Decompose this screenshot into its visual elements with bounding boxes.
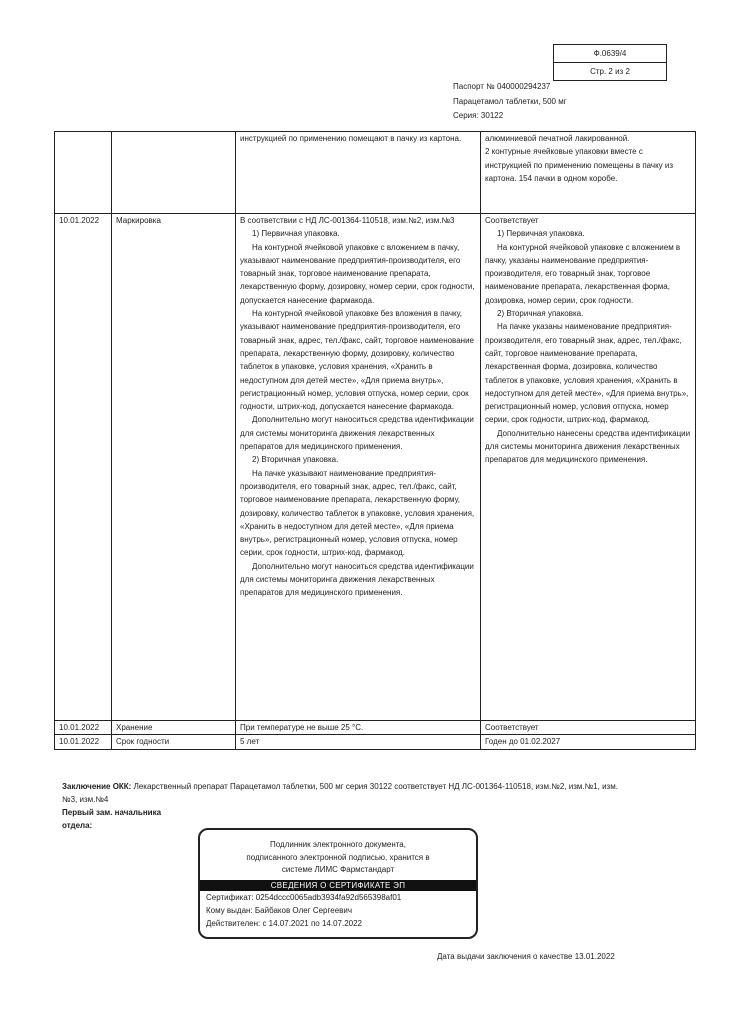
certificate-owner: Кому выдан: Байбаков Олег Сергеевич bbox=[206, 905, 353, 915]
marking-result: Соответствует 1) Первичная упаковка. На контурной ячейковой упаковке с вложением в пачку, указаны наименование предприятия-производителя, его товарный знак, торговое наименование препарата, лекарственная форма, дозировка, номер серии, срок годности. 2) Вторичная упаковка. На пачке указаны наименование предприятия-производителя, его товарный знак, адрес, тел./факс, сайт, торговое наименование препарата, лекарственная форма, дозировка, количество таблеток в упаковке, условия хранения, «Хранить в недоступном для детей месте», «Для приема внутрь», регистрационный номер, условия отпуска, номер серии, срок годности, штрих-код, фармакод. Дополнительно нанесены средства идентификации для системы мониторинга движения лекарственных препаратов для медицинского применения. bbox=[481, 214, 696, 721]
marking-requirement: В соответствии с НД ЛС-001364-110518, изм.№2, изм.№3 1) Первичная упаковка. На контурной ячейковой упаковке с вложением в пачку, указывают наименование предприятия-производителя, его товарный знак, торговое наименование препарата, лекарственную форму, дозировку, номер серии, срок годности, допускается нанесение фармакода. На контурной ячейковой упаковке без вложения в пачку, указывают наименование предприятия-производителя, его товарный знак, адрес, тел./факс, сайт, торговое наименование препарата, лекарственную форму, дозировку, количество таблеток в упаковке, условия хранения, «Хранить в недоступном для детей месте», «Для приема внутрь», регистрационный номер, условия отпуска, номер серии, срок годности, штрих-код, допускается нанесение фармакода. Дополнительно могут наноситься средства идентификации для системы мониторинга движения лекарственных препаратов для медицинского применения. 2) Вторичная упаковка. На пачке указывают наименование предприятия-производителя, его товарный знак, адрес, тел./факс, сайт, торговое наименование препарата, лекарственную форму, дозировку, количество таблеток в упаковке, условия хранения, «Хранить в недоступном для детей месте», «Для приема внутрь», регистрационный номер, условия отпуска, номер серии, срок годности, штрих-код, фармакод. Дополнительно могут наноситься средства идентификации для системы мониторинга движения лекарственных препаратов для медицинского применения. bbox=[236, 214, 481, 721]
conclusion-text: Лекарственный препарат Парацетамол таблетки, 500 мг серия 30122 соответствует НД ЛС-001364-110518, изм.№2, изм.№1, изм.№3, изм.№4 bbox=[62, 782, 618, 804]
stamp-line: Подлинник электронного документа, bbox=[270, 840, 406, 849]
form-number-box bbox=[553, 44, 667, 81]
passport-number: Паспорт № 040000294237 bbox=[453, 82, 551, 91]
stamp-line: системе ЛИМС Фармстандарт bbox=[281, 865, 395, 874]
continued-result: алюминиевой печатной лакированной. bbox=[485, 134, 630, 143]
electronic-signature-stamp bbox=[198, 828, 478, 939]
signer-title: Первый зам. начальника bbox=[62, 808, 162, 817]
table-row bbox=[55, 214, 696, 721]
stamp-line: подписанного электронной подписью, хранится в bbox=[246, 852, 430, 862]
storage-indicator: Хранение bbox=[112, 721, 236, 735]
signer-dept: отдела: bbox=[62, 821, 93, 830]
table-row bbox=[55, 132, 696, 214]
table-row bbox=[55, 721, 696, 735]
passport-block bbox=[453, 80, 567, 124]
shelf-life-date: 10.01.2022 bbox=[55, 735, 112, 749]
certificate-id: Сертификат: 0254dccc0065adb3934fa92d565398af01 bbox=[206, 892, 402, 902]
certificate-header: СВЕДЕНИЯ О СЕРТИФИКАТЕ ЭП bbox=[200, 880, 476, 891]
continued-requirement: инструкцией по применению помещают в пачку из картона. bbox=[240, 134, 462, 143]
marking-indicator: Маркировка bbox=[112, 214, 236, 721]
storage-requirement: При температуре не выше 25 °С. bbox=[236, 721, 481, 735]
form-number: Ф.0639/4 bbox=[593, 49, 627, 58]
shelf-life-result: Годен до 01.02.2027 bbox=[481, 735, 696, 749]
page-indicator: Стр. 2 из 2 bbox=[554, 62, 666, 80]
issue-date: Дата выдачи заключения о качестве 13.01.2022 bbox=[437, 952, 615, 961]
marking-date: 10.01.2022 bbox=[55, 214, 112, 721]
storage-result: Соответствует bbox=[481, 721, 696, 735]
continued-result: 2 контурные ячейковые упаковки вместе с инструкцией по применению помещены в пачку из картона. 154 пачки в одном коробе. bbox=[485, 147, 674, 183]
product-name: Парацетамол таблетки, 500 мг bbox=[453, 96, 567, 106]
conclusion-label: Заключение ОКК: bbox=[62, 782, 132, 791]
quality-table bbox=[54, 131, 696, 750]
shelf-life-requirement: 5 лет bbox=[236, 735, 481, 749]
storage-date: 10.01.2022 bbox=[55, 721, 112, 735]
table-row bbox=[55, 735, 696, 749]
conclusion bbox=[62, 780, 622, 832]
certificate-validity: Действителен: с 14.07.2021 по 14.07.2022 bbox=[206, 918, 362, 928]
series-number: Серия: 30122 bbox=[453, 111, 504, 120]
shelf-life-indicator: Срок годности bbox=[112, 735, 236, 749]
